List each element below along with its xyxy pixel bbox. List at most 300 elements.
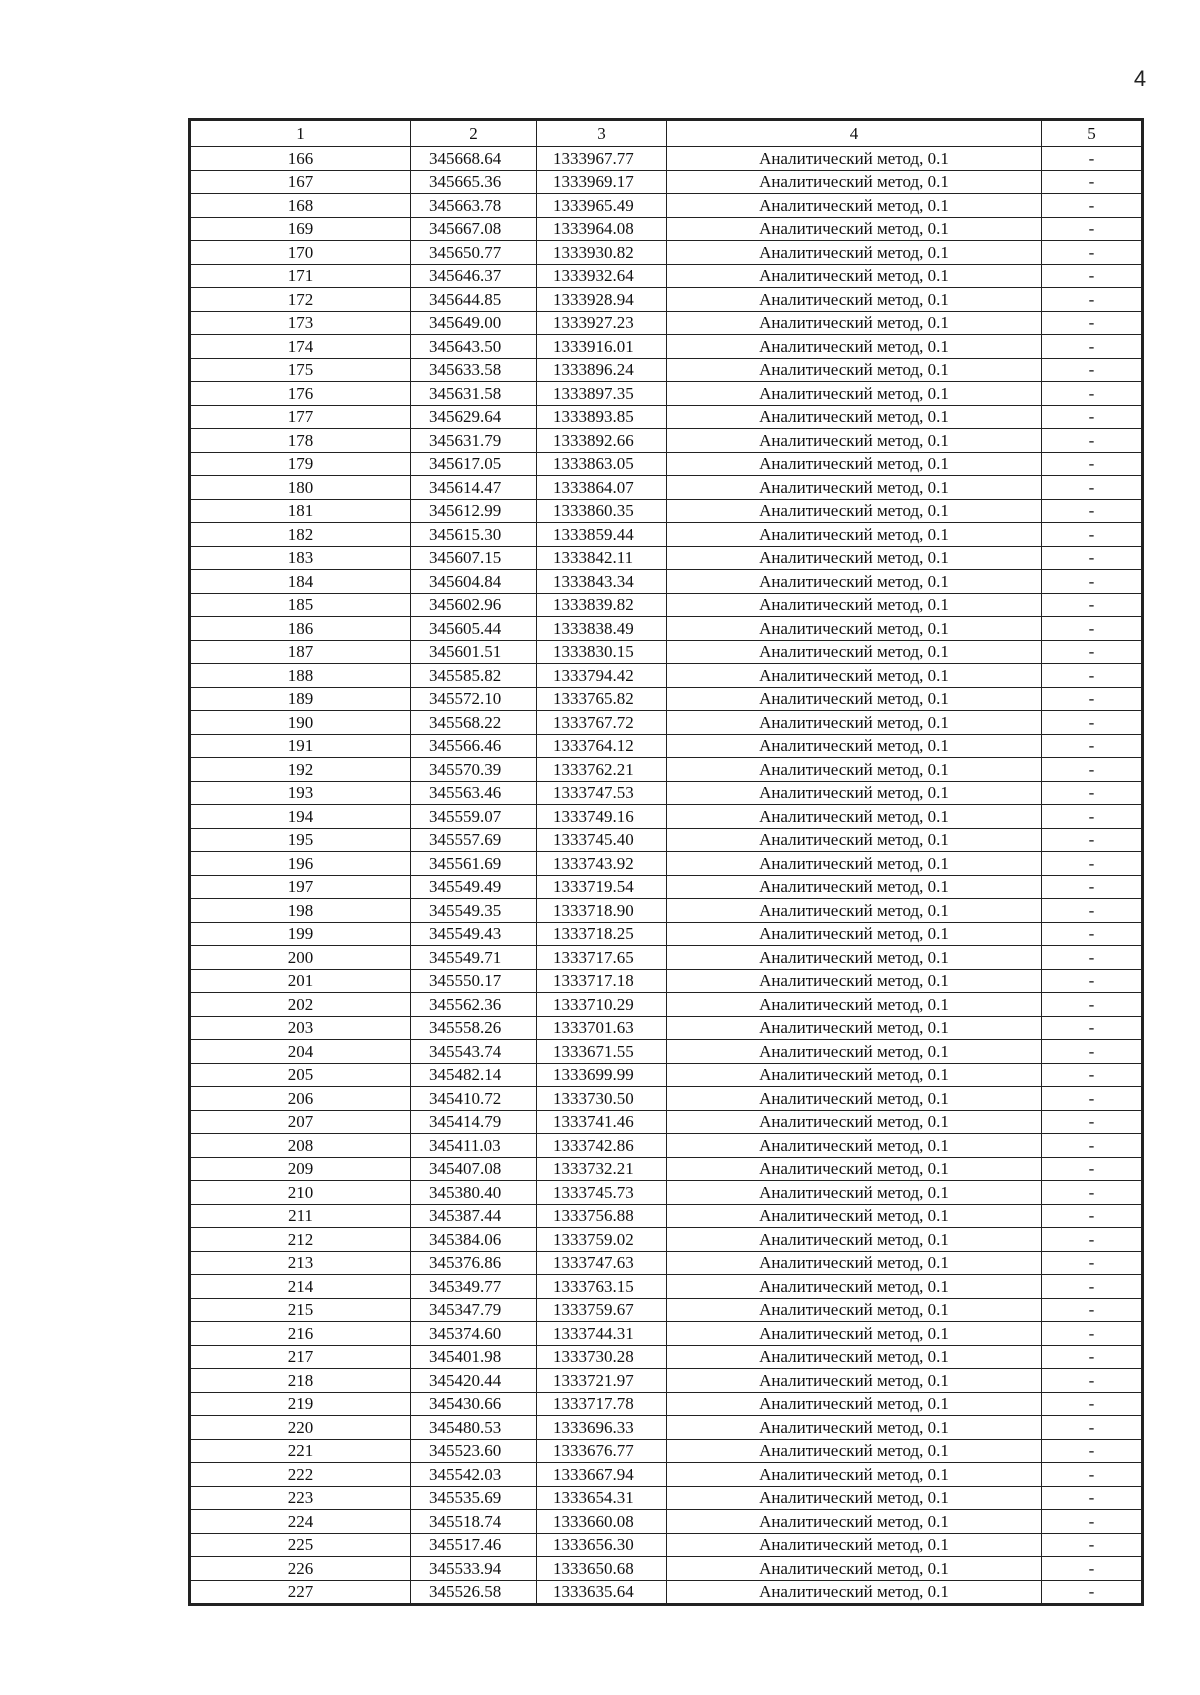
method-accuracy-cell: Аналитический метод, 0.1	[667, 640, 1042, 664]
method-accuracy-cell: Аналитический метод, 0.1	[667, 311, 1042, 335]
point-number-cell: 171	[191, 264, 411, 288]
point-number-cell: 207	[191, 1110, 411, 1134]
method-accuracy-cell: Аналитический метод, 0.1	[667, 899, 1042, 923]
table-row	[191, 687, 1142, 711]
table-row	[191, 1439, 1142, 1463]
x-coordinate-cell: 345561.69	[411, 852, 537, 876]
x-coordinate-cell: 345407.08	[411, 1157, 537, 1181]
x-coordinate-cell: 345629.64	[411, 405, 537, 429]
method-accuracy-cell: Аналитический метод, 0.1	[667, 546, 1042, 570]
method-accuracy-cell: Аналитический метод, 0.1	[667, 1392, 1042, 1416]
table-row	[191, 1463, 1142, 1487]
y-coordinate-cell: 1333701.63	[537, 1016, 667, 1040]
point-number-cell: 214	[191, 1275, 411, 1299]
x-coordinate-cell: 345572.10	[411, 687, 537, 711]
extra-cell: -	[1042, 1557, 1142, 1581]
point-number-cell: 192	[191, 758, 411, 782]
x-coordinate-cell: 345420.44	[411, 1369, 537, 1393]
table-row	[191, 593, 1142, 617]
x-coordinate-cell: 345557.69	[411, 828, 537, 852]
extra-cell: -	[1042, 734, 1142, 758]
extra-cell: -	[1042, 1486, 1142, 1510]
point-number-cell: 169	[191, 217, 411, 241]
extra-cell: -	[1042, 946, 1142, 970]
point-number-cell: 196	[191, 852, 411, 876]
point-number-cell: 212	[191, 1228, 411, 1252]
x-coordinate-cell: 345549.43	[411, 922, 537, 946]
y-coordinate-cell: 1333932.64	[537, 264, 667, 288]
point-number-cell: 224	[191, 1510, 411, 1534]
table-row	[191, 335, 1142, 359]
point-number-cell: 191	[191, 734, 411, 758]
extra-cell: -	[1042, 217, 1142, 241]
y-coordinate-cell: 1333676.77	[537, 1439, 667, 1463]
extra-cell: -	[1042, 1345, 1142, 1369]
header-col-3: 3	[537, 121, 667, 147]
method-accuracy-cell: Аналитический метод, 0.1	[667, 429, 1042, 453]
x-coordinate-cell: 345650.77	[411, 241, 537, 265]
extra-cell: -	[1042, 170, 1142, 194]
table-row	[191, 358, 1142, 382]
point-number-cell: 189	[191, 687, 411, 711]
method-accuracy-cell: Аналитический метод, 0.1	[667, 946, 1042, 970]
method-accuracy-cell: Аналитический метод, 0.1	[667, 687, 1042, 711]
table-row	[191, 781, 1142, 805]
x-coordinate-cell: 345604.84	[411, 570, 537, 594]
table-row	[191, 523, 1142, 547]
point-number-cell: 187	[191, 640, 411, 664]
point-number-cell: 172	[191, 288, 411, 312]
extra-cell: -	[1042, 241, 1142, 265]
extra-cell: -	[1042, 1439, 1142, 1463]
y-coordinate-cell: 1333660.08	[537, 1510, 667, 1534]
table-row	[191, 805, 1142, 829]
table-row	[191, 922, 1142, 946]
method-accuracy-cell: Аналитический метод, 0.1	[667, 1110, 1042, 1134]
y-coordinate-cell: 1333699.99	[537, 1063, 667, 1087]
y-coordinate-cell: 1333927.23	[537, 311, 667, 335]
method-accuracy-cell: Аналитический метод, 0.1	[667, 1228, 1042, 1252]
x-coordinate-cell: 345566.46	[411, 734, 537, 758]
extra-cell: -	[1042, 335, 1142, 359]
y-coordinate-cell: 1333743.92	[537, 852, 667, 876]
y-coordinate-cell: 1333650.68	[537, 1557, 667, 1581]
method-accuracy-cell: Аналитический метод, 0.1	[667, 358, 1042, 382]
table-row	[191, 1110, 1142, 1134]
method-accuracy-cell: Аналитический метод, 0.1	[667, 1322, 1042, 1346]
method-accuracy-cell: Аналитический метод, 0.1	[667, 1416, 1042, 1440]
x-coordinate-cell: 345550.17	[411, 969, 537, 993]
method-accuracy-cell: Аналитический метод, 0.1	[667, 288, 1042, 312]
x-coordinate-cell: 345562.36	[411, 993, 537, 1017]
point-number-cell: 198	[191, 899, 411, 923]
extra-cell: -	[1042, 452, 1142, 476]
method-accuracy-cell: Аналитический метод, 0.1	[667, 828, 1042, 852]
y-coordinate-cell: 1333744.31	[537, 1322, 667, 1346]
extra-cell: -	[1042, 1110, 1142, 1134]
point-number-cell: 213	[191, 1251, 411, 1275]
point-number-cell: 184	[191, 570, 411, 594]
x-coordinate-cell: 345601.51	[411, 640, 537, 664]
extra-cell: -	[1042, 969, 1142, 993]
extra-cell: -	[1042, 805, 1142, 829]
point-number-cell: 221	[191, 1439, 411, 1463]
table-row	[191, 1392, 1142, 1416]
point-number-cell: 203	[191, 1016, 411, 1040]
x-coordinate-cell: 345559.07	[411, 805, 537, 829]
point-number-cell: 225	[191, 1533, 411, 1557]
table-row	[191, 640, 1142, 664]
y-coordinate-cell: 1333764.12	[537, 734, 667, 758]
point-number-cell: 220	[191, 1416, 411, 1440]
table-row	[191, 946, 1142, 970]
extra-cell: -	[1042, 1063, 1142, 1087]
method-accuracy-cell: Аналитический метод, 0.1	[667, 217, 1042, 241]
extra-cell: -	[1042, 993, 1142, 1017]
y-coordinate-cell: 1333654.31	[537, 1486, 667, 1510]
x-coordinate-cell: 345384.06	[411, 1228, 537, 1252]
extra-cell: -	[1042, 593, 1142, 617]
y-coordinate-cell: 1333745.40	[537, 828, 667, 852]
table-row	[191, 429, 1142, 453]
y-coordinate-cell: 1333916.01	[537, 335, 667, 359]
table-row	[191, 758, 1142, 782]
y-coordinate-cell: 1333730.50	[537, 1087, 667, 1111]
method-accuracy-cell: Аналитический метод, 0.1	[667, 1157, 1042, 1181]
table-row	[191, 546, 1142, 570]
y-coordinate-cell: 1333860.35	[537, 499, 667, 523]
x-coordinate-cell: 345535.69	[411, 1486, 537, 1510]
table-row	[191, 1557, 1142, 1581]
point-number-cell: 206	[191, 1087, 411, 1111]
x-coordinate-cell: 345617.05	[411, 452, 537, 476]
x-coordinate-cell: 345602.96	[411, 593, 537, 617]
point-number-cell: 173	[191, 311, 411, 335]
extra-cell: -	[1042, 311, 1142, 335]
x-coordinate-cell: 345668.64	[411, 147, 537, 171]
method-accuracy-cell: Аналитический метод, 0.1	[667, 1016, 1042, 1040]
y-coordinate-cell: 1333759.02	[537, 1228, 667, 1252]
header-col-1: 1	[191, 121, 411, 147]
method-accuracy-cell: Аналитический метод, 0.1	[667, 499, 1042, 523]
y-coordinate-cell: 1333930.82	[537, 241, 667, 265]
extra-cell: -	[1042, 429, 1142, 453]
extra-cell: -	[1042, 640, 1142, 664]
y-coordinate-cell: 1333762.21	[537, 758, 667, 782]
point-number-cell: 185	[191, 593, 411, 617]
extra-cell: -	[1042, 758, 1142, 782]
method-accuracy-cell: Аналитический метод, 0.1	[667, 758, 1042, 782]
method-accuracy-cell: Аналитический метод, 0.1	[667, 617, 1042, 641]
y-coordinate-cell: 1333717.18	[537, 969, 667, 993]
table-row	[191, 1157, 1142, 1181]
x-coordinate-cell: 345380.40	[411, 1181, 537, 1205]
table-row	[191, 147, 1142, 171]
coordinates-table	[190, 120, 1142, 1604]
extra-cell: -	[1042, 1322, 1142, 1346]
method-accuracy-cell: Аналитический метод, 0.1	[667, 147, 1042, 171]
point-number-cell: 201	[191, 969, 411, 993]
method-accuracy-cell: Аналитический метод, 0.1	[667, 993, 1042, 1017]
point-number-cell: 170	[191, 241, 411, 265]
point-number-cell: 194	[191, 805, 411, 829]
method-accuracy-cell: Аналитический метод, 0.1	[667, 805, 1042, 829]
point-number-cell: 188	[191, 664, 411, 688]
y-coordinate-cell: 1333842.11	[537, 546, 667, 570]
point-number-cell: 211	[191, 1204, 411, 1228]
point-number-cell: 182	[191, 523, 411, 547]
x-coordinate-cell: 345480.53	[411, 1416, 537, 1440]
method-accuracy-cell: Аналитический метод, 0.1	[667, 335, 1042, 359]
table-row	[191, 993, 1142, 1017]
header-col-5: 5	[1042, 121, 1142, 147]
x-coordinate-cell: 345387.44	[411, 1204, 537, 1228]
x-coordinate-cell: 345414.79	[411, 1110, 537, 1134]
y-coordinate-cell: 1333896.24	[537, 358, 667, 382]
table-row	[191, 288, 1142, 312]
table-row	[191, 1533, 1142, 1557]
table-row	[191, 1486, 1142, 1510]
x-coordinate-cell: 345543.74	[411, 1040, 537, 1064]
y-coordinate-cell: 1333830.15	[537, 640, 667, 664]
y-coordinate-cell: 1333696.33	[537, 1416, 667, 1440]
method-accuracy-cell: Аналитический метод, 0.1	[667, 1580, 1042, 1604]
y-coordinate-cell: 1333892.66	[537, 429, 667, 453]
x-coordinate-cell: 345549.35	[411, 899, 537, 923]
x-coordinate-cell: 345570.39	[411, 758, 537, 782]
table-row	[191, 570, 1142, 594]
point-number-cell: 199	[191, 922, 411, 946]
table-body	[191, 147, 1142, 1604]
extra-cell: -	[1042, 1016, 1142, 1040]
table-row	[191, 1016, 1142, 1040]
point-number-cell: 186	[191, 617, 411, 641]
point-number-cell: 205	[191, 1063, 411, 1087]
x-coordinate-cell: 345633.58	[411, 358, 537, 382]
point-number-cell: 190	[191, 711, 411, 735]
y-coordinate-cell: 1333741.46	[537, 1110, 667, 1134]
y-coordinate-cell: 1333838.49	[537, 617, 667, 641]
extra-cell: -	[1042, 1392, 1142, 1416]
point-number-cell: 226	[191, 1557, 411, 1581]
table-row	[191, 311, 1142, 335]
table-row	[191, 969, 1142, 993]
table-row	[191, 264, 1142, 288]
point-number-cell: 174	[191, 335, 411, 359]
y-coordinate-cell: 1333718.90	[537, 899, 667, 923]
point-number-cell: 218	[191, 1369, 411, 1393]
method-accuracy-cell: Аналитический метод, 0.1	[667, 1251, 1042, 1275]
table-row	[191, 499, 1142, 523]
extra-cell: -	[1042, 1134, 1142, 1158]
y-coordinate-cell: 1333667.94	[537, 1463, 667, 1487]
point-number-cell: 217	[191, 1345, 411, 1369]
method-accuracy-cell: Аналитический метод, 0.1	[667, 170, 1042, 194]
point-number-cell: 178	[191, 429, 411, 453]
method-accuracy-cell: Аналитический метод, 0.1	[667, 1369, 1042, 1393]
table-row	[191, 1298, 1142, 1322]
method-accuracy-cell: Аналитический метод, 0.1	[667, 1345, 1042, 1369]
table-row	[191, 664, 1142, 688]
table-row	[191, 899, 1142, 923]
extra-cell: -	[1042, 1463, 1142, 1487]
point-number-cell: 167	[191, 170, 411, 194]
table-row	[191, 875, 1142, 899]
x-coordinate-cell: 345411.03	[411, 1134, 537, 1158]
extra-cell: -	[1042, 1087, 1142, 1111]
y-coordinate-cell: 1333745.73	[537, 1181, 667, 1205]
method-accuracy-cell: Аналитический метод, 0.1	[667, 1557, 1042, 1581]
point-number-cell: 179	[191, 452, 411, 476]
point-number-cell: 177	[191, 405, 411, 429]
point-number-cell: 180	[191, 476, 411, 500]
point-number-cell: 200	[191, 946, 411, 970]
y-coordinate-cell: 1333928.94	[537, 288, 667, 312]
y-coordinate-cell: 1333756.88	[537, 1204, 667, 1228]
x-coordinate-cell: 345401.98	[411, 1345, 537, 1369]
y-coordinate-cell: 1333710.29	[537, 993, 667, 1017]
table-row	[191, 734, 1142, 758]
y-coordinate-cell: 1333794.42	[537, 664, 667, 688]
extra-cell: -	[1042, 687, 1142, 711]
x-coordinate-cell: 345376.86	[411, 1251, 537, 1275]
extra-cell: -	[1042, 664, 1142, 688]
extra-cell: -	[1042, 523, 1142, 547]
point-number-cell: 168	[191, 194, 411, 218]
table-row	[191, 1228, 1142, 1252]
x-coordinate-cell: 345482.14	[411, 1063, 537, 1087]
method-accuracy-cell: Аналитический метод, 0.1	[667, 969, 1042, 993]
extra-cell: -	[1042, 1251, 1142, 1275]
extra-cell: -	[1042, 852, 1142, 876]
y-coordinate-cell: 1333864.07	[537, 476, 667, 500]
method-accuracy-cell: Аналитический метод, 0.1	[667, 1275, 1042, 1299]
table-row	[191, 1322, 1142, 1346]
extra-cell: -	[1042, 781, 1142, 805]
method-accuracy-cell: Аналитический метод, 0.1	[667, 1298, 1042, 1322]
point-number-cell: 193	[191, 781, 411, 805]
x-coordinate-cell: 345663.78	[411, 194, 537, 218]
y-coordinate-cell: 1333969.17	[537, 170, 667, 194]
extra-cell: -	[1042, 617, 1142, 641]
x-coordinate-cell: 345430.66	[411, 1392, 537, 1416]
point-number-cell: 208	[191, 1134, 411, 1158]
table-row	[191, 1134, 1142, 1158]
method-accuracy-cell: Аналитический метод, 0.1	[667, 1204, 1042, 1228]
y-coordinate-cell: 1333656.30	[537, 1533, 667, 1557]
y-coordinate-cell: 1333843.34	[537, 570, 667, 594]
method-accuracy-cell: Аналитический метод, 0.1	[667, 1510, 1042, 1534]
extra-cell: -	[1042, 147, 1142, 171]
point-number-cell: 227	[191, 1580, 411, 1604]
method-accuracy-cell: Аналитический метод, 0.1	[667, 194, 1042, 218]
extra-cell: -	[1042, 1181, 1142, 1205]
x-coordinate-cell: 345607.15	[411, 546, 537, 570]
extra-cell: -	[1042, 570, 1142, 594]
extra-cell: -	[1042, 499, 1142, 523]
extra-cell: -	[1042, 1298, 1142, 1322]
y-coordinate-cell: 1333863.05	[537, 452, 667, 476]
x-coordinate-cell: 345631.79	[411, 429, 537, 453]
extra-cell: -	[1042, 922, 1142, 946]
extra-cell: -	[1042, 828, 1142, 852]
method-accuracy-cell: Аналитический метод, 0.1	[667, 781, 1042, 805]
x-coordinate-cell: 345542.03	[411, 1463, 537, 1487]
point-number-cell: 219	[191, 1392, 411, 1416]
extra-cell: -	[1042, 476, 1142, 500]
method-accuracy-cell: Аналитический метод, 0.1	[667, 264, 1042, 288]
method-accuracy-cell: Аналитический метод, 0.1	[667, 711, 1042, 735]
table-row	[191, 217, 1142, 241]
point-number-cell: 204	[191, 1040, 411, 1064]
y-coordinate-cell: 1333765.82	[537, 687, 667, 711]
table-row	[191, 1369, 1142, 1393]
table-row	[191, 1251, 1142, 1275]
point-number-cell: 195	[191, 828, 411, 852]
y-coordinate-cell: 1333897.35	[537, 382, 667, 406]
table-row	[191, 194, 1142, 218]
page-number: 4	[1133, 66, 1147, 91]
table-row	[191, 452, 1142, 476]
point-number-cell: 216	[191, 1322, 411, 1346]
extra-cell: -	[1042, 1416, 1142, 1440]
method-accuracy-cell: Аналитический метод, 0.1	[667, 664, 1042, 688]
x-coordinate-cell: 345526.58	[411, 1580, 537, 1604]
extra-cell: -	[1042, 382, 1142, 406]
extra-cell: -	[1042, 264, 1142, 288]
extra-cell: -	[1042, 405, 1142, 429]
x-coordinate-cell: 345605.44	[411, 617, 537, 641]
method-accuracy-cell: Аналитический метод, 0.1	[667, 1181, 1042, 1205]
extra-cell: -	[1042, 875, 1142, 899]
table-row	[191, 711, 1142, 735]
x-coordinate-cell: 345523.60	[411, 1439, 537, 1463]
table-header-row	[191, 121, 1142, 147]
method-accuracy-cell: Аналитический метод, 0.1	[667, 1533, 1042, 1557]
x-coordinate-cell: 345667.08	[411, 217, 537, 241]
y-coordinate-cell: 1333767.72	[537, 711, 667, 735]
x-coordinate-cell: 345665.36	[411, 170, 537, 194]
point-number-cell: 166	[191, 147, 411, 171]
x-coordinate-cell: 345644.85	[411, 288, 537, 312]
extra-cell: -	[1042, 1204, 1142, 1228]
x-coordinate-cell: 345585.82	[411, 664, 537, 688]
method-accuracy-cell: Аналитический метод, 0.1	[667, 405, 1042, 429]
y-coordinate-cell: 1333719.54	[537, 875, 667, 899]
y-coordinate-cell: 1333965.49	[537, 194, 667, 218]
x-coordinate-cell: 345517.46	[411, 1533, 537, 1557]
method-accuracy-cell: Аналитический метод, 0.1	[667, 734, 1042, 758]
y-coordinate-cell: 1333893.85	[537, 405, 667, 429]
x-coordinate-cell: 345549.49	[411, 875, 537, 899]
point-number-cell: 209	[191, 1157, 411, 1181]
table-row	[191, 382, 1142, 406]
method-accuracy-cell: Аналитический метод, 0.1	[667, 476, 1042, 500]
extra-cell: -	[1042, 1369, 1142, 1393]
method-accuracy-cell: Аналитический метод, 0.1	[667, 452, 1042, 476]
table-row	[191, 828, 1142, 852]
extra-cell: -	[1042, 1580, 1142, 1604]
x-coordinate-cell: 345631.58	[411, 382, 537, 406]
y-coordinate-cell: 1333721.97	[537, 1369, 667, 1393]
method-accuracy-cell: Аналитический метод, 0.1	[667, 382, 1042, 406]
point-number-cell: 222	[191, 1463, 411, 1487]
table-row	[191, 405, 1142, 429]
x-coordinate-cell: 345558.26	[411, 1016, 537, 1040]
method-accuracy-cell: Аналитический метод, 0.1	[667, 570, 1042, 594]
extra-cell: -	[1042, 899, 1142, 923]
y-coordinate-cell: 1333763.15	[537, 1275, 667, 1299]
